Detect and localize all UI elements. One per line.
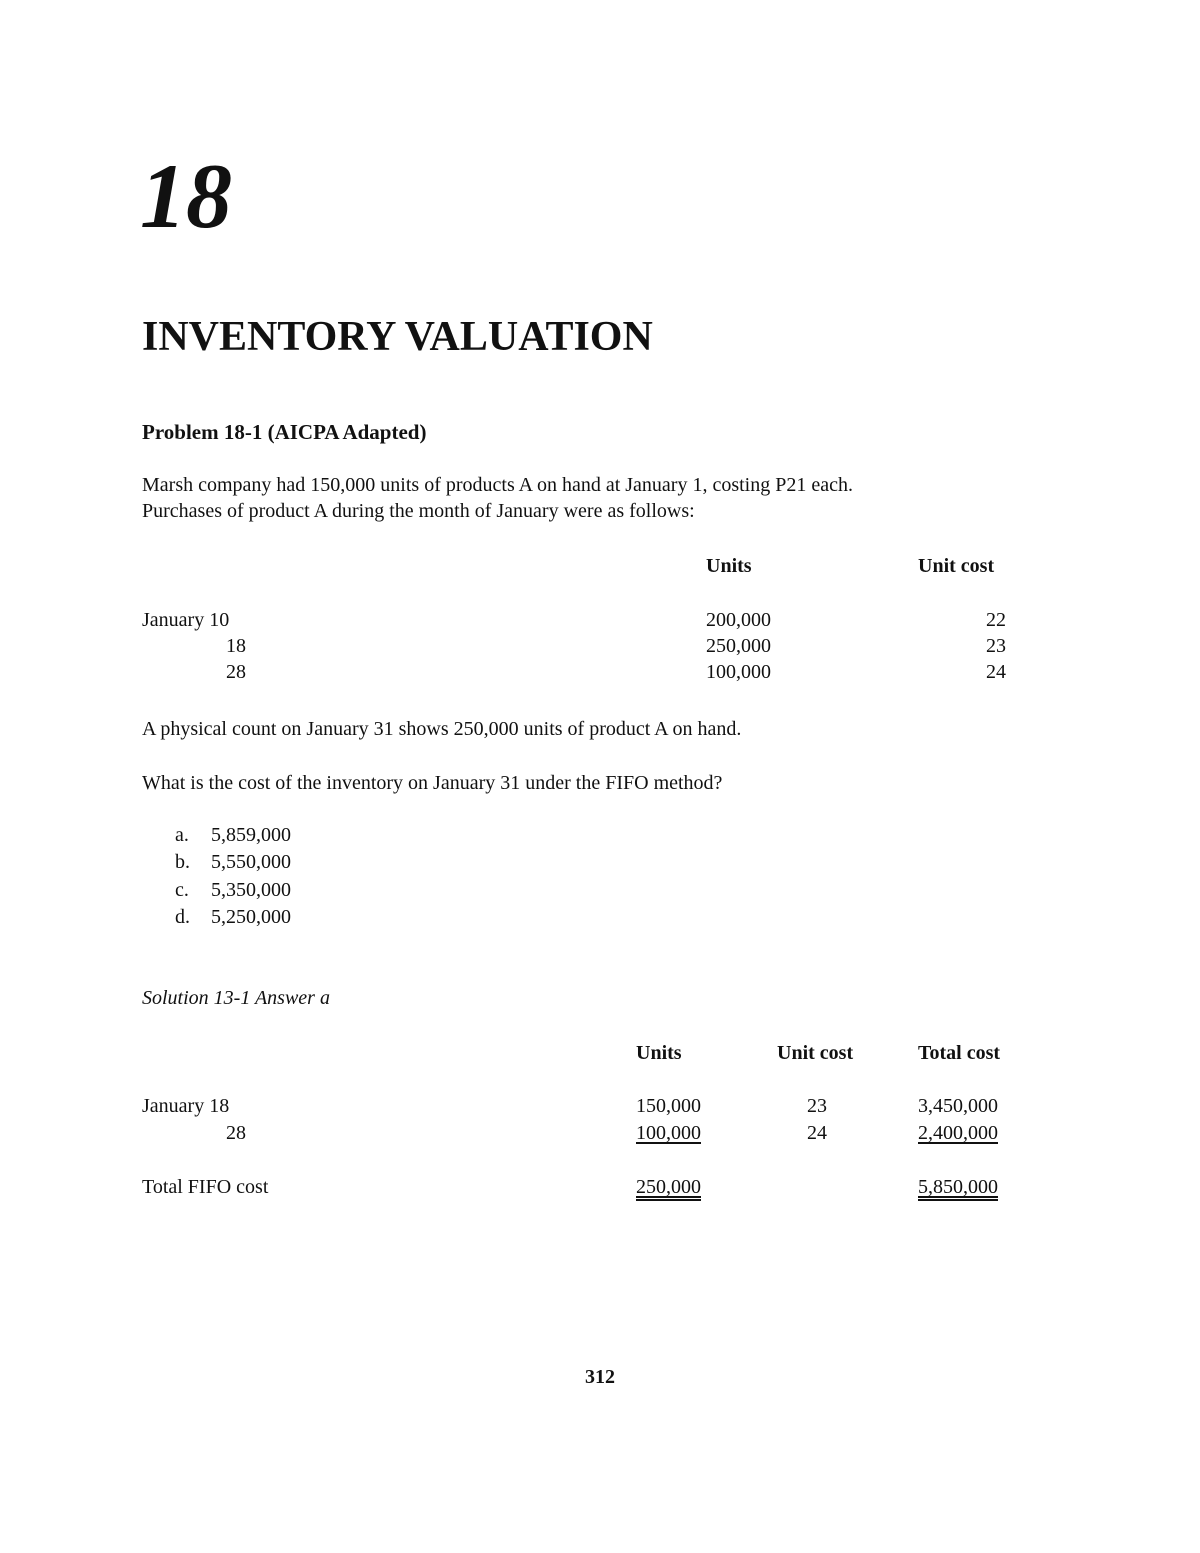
choice-letter: d. [175, 906, 190, 928]
solution-total-cost: 5,850,000 [918, 1176, 998, 1198]
chapter-number: 18 [140, 145, 232, 247]
purchases-row-date: January 10 [142, 609, 230, 631]
solution-row-units: 150,000 [636, 1095, 701, 1117]
solution-header-units: Units [636, 1042, 682, 1064]
problem-intro-line-1: Marsh company had 150,000 units of products A on hand at January 1, costing P21 each. [142, 474, 853, 496]
purchases-row-unit-cost: 22 [986, 609, 1006, 631]
solution-header-unit-cost: Unit cost [777, 1042, 854, 1064]
problem-heading: Problem 18-1 (AICPA Adapted) [142, 420, 427, 444]
solution-total-units: 250,000 [636, 1176, 701, 1198]
choice-value: 5,350,000 [211, 879, 291, 901]
purchases-row-unit-cost: 23 [986, 635, 1006, 657]
purchases-header-unit-cost: Unit cost [918, 555, 995, 577]
purchases-row-date: 28 [226, 661, 246, 683]
solution-total-label: Total FIFO cost [142, 1176, 269, 1198]
solution-heading: Solution 13-1 Answer a [142, 987, 330, 1009]
purchases-row-units: 200,000 [706, 609, 771, 631]
purchases-row-unit-cost: 24 [986, 661, 1006, 683]
choice-value: 5,859,000 [211, 824, 291, 846]
purchases-header-units: Units [706, 555, 752, 577]
choice-letter: a. [175, 824, 189, 846]
choice-value: 5,250,000 [211, 906, 291, 928]
purchases-row-units: 100,000 [706, 661, 771, 683]
purchases-row-units: 250,000 [706, 635, 771, 657]
solution-row-units: 100,000 [636, 1122, 701, 1144]
solution-row-total-cost: 2,400,000 [918, 1122, 998, 1144]
solution-row-unit-cost: 24 [807, 1122, 827, 1144]
question-text: What is the cost of the inventory on January 31 under the FIFO method? [142, 772, 723, 794]
solution-row-date: 28 [226, 1122, 246, 1144]
purchases-row-date: 18 [226, 635, 246, 657]
solution-row-date: January 18 [142, 1095, 230, 1117]
problem-intro-line-2: Purchases of product A during the month of January were as follows: [142, 500, 695, 522]
solution-header-total-cost: Total cost [918, 1042, 1001, 1064]
solution-row-unit-cost: 23 [807, 1095, 827, 1117]
choice-value: 5,550,000 [211, 851, 291, 873]
chapter-title: INVENTORY VALUATION [142, 314, 653, 360]
choice-letter: c. [175, 879, 189, 901]
solution-row-total-cost: 3,450,000 [918, 1095, 998, 1117]
choice-letter: b. [175, 851, 190, 873]
page-number: 312 [585, 1366, 615, 1388]
physical-count-text: A physical count on January 31 shows 250,000 units of product A on hand. [142, 718, 742, 740]
